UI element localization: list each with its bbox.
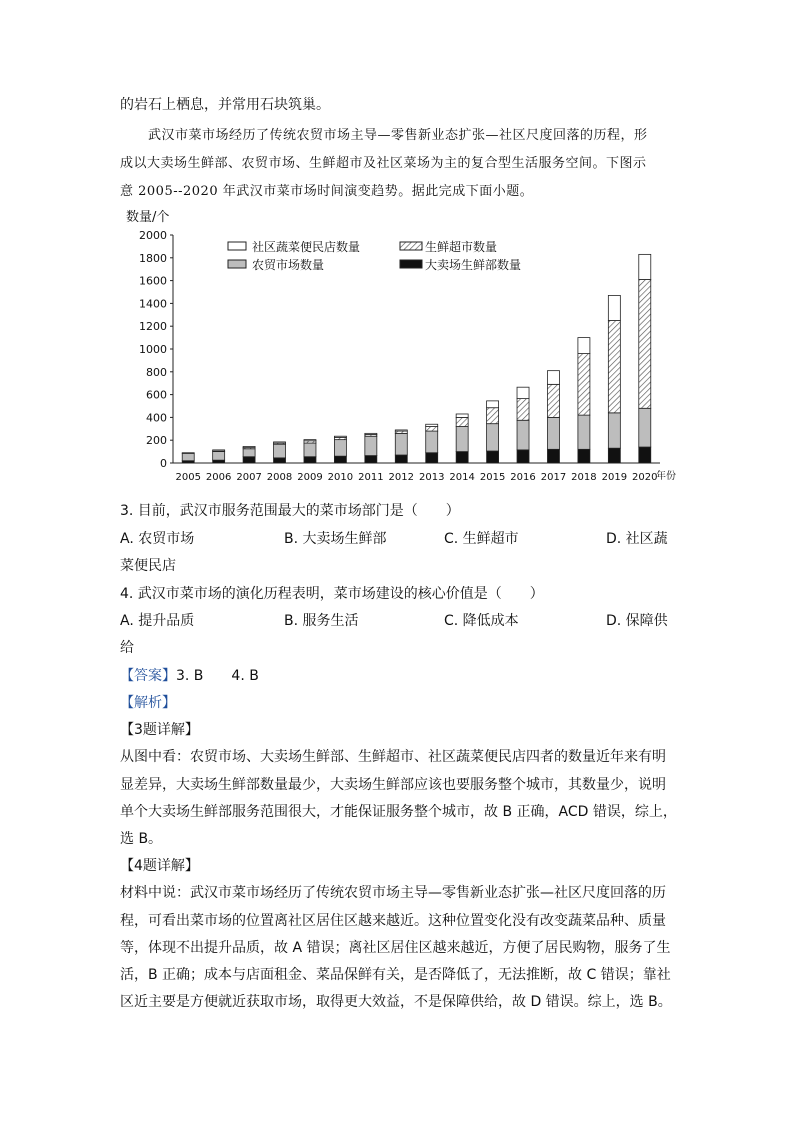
bar-hypermarket-2006 <box>213 460 225 463</box>
legend-label-supermarket: 生鲜超市数量 <box>425 240 498 254</box>
y-tick-label: 800 <box>146 365 167 379</box>
x-axis-label: 年份 <box>656 471 676 482</box>
passage-line-0: 的岩石上栖息，并常用石块筑巢。 <box>120 97 330 113</box>
x-tick-label-2012: 2012 <box>388 472 415 483</box>
legend-swatch-community <box>228 242 246 250</box>
bar-farmers-2006 <box>213 452 225 461</box>
bar-supermarket-2013 <box>426 427 438 432</box>
bar-hypermarket-2019 <box>608 448 620 463</box>
q3-detail-line-0: 从图中看：农贸市场、大卖场生鲜部、生鲜超市、社区蔬菜便民店四者的数量近年来有明 <box>120 749 666 765</box>
bar-community-2013 <box>426 424 438 426</box>
bar-hypermarket-2017 <box>547 449 559 463</box>
y-tick-label: 600 <box>146 388 167 402</box>
analysis-label: 【解析】 <box>120 695 176 711</box>
x-tick-label-2017: 2017 <box>540 472 567 483</box>
bar-farmers-2020 <box>639 408 651 447</box>
x-tick-label-2009: 2009 <box>297 472 323 483</box>
q3-option-a: A. 农贸市场 <box>120 531 195 547</box>
answer-row <box>120 665 259 685</box>
x-tick-label-2013: 2013 <box>418 472 445 483</box>
y-tick-label: 0 <box>160 457 167 470</box>
bar-hypermarket-2020 <box>639 447 651 463</box>
q4-detail-line-4: 区近主要是方便就近获取市场，取得更大效益，不是保障供给，故 D 错误。综上，选 B。 <box>120 994 672 1010</box>
bar-supermarket-2017 <box>547 384 559 417</box>
bar-community-2012 <box>395 430 407 431</box>
bar-hypermarket-2011 <box>365 456 377 463</box>
bar-farmers-2016 <box>517 420 529 450</box>
q4-detail-line-2: 等，体现不出提升品质，故 A 错误；离社区居住区越来越近，方便了居民购物，服务了生 <box>120 940 671 956</box>
q3-detail-line-3: 选 B。 <box>120 831 163 847</box>
x-tick-label-2018: 2018 <box>571 472 597 483</box>
bar-hypermarket-2018 <box>578 449 590 463</box>
bar-supermarket-2016 <box>517 399 529 421</box>
y-tick-label: 2000 <box>139 229 167 242</box>
bar-farmers-2019 <box>608 413 620 448</box>
y-tick-label: 400 <box>146 411 167 425</box>
legend-label-farmers: 农贸市场数量 <box>252 258 325 272</box>
q3-detail-line-1: 显差异，大卖场生鲜部数量最少，大卖场生鲜部应该也要服务整个城市，其数量少，说明 <box>120 777 666 793</box>
bar-farmers-2013 <box>426 431 438 453</box>
x-tick-label-2016: 2016 <box>510 472 536 483</box>
bar-hypermarket-2016 <box>517 450 529 463</box>
bar-community-2014 <box>456 414 468 417</box>
bar-supermarket-2015 <box>487 408 499 424</box>
chart-legend <box>228 239 521 272</box>
bar-community-2015 <box>487 401 499 408</box>
bar-hypermarket-2010 <box>334 456 346 463</box>
q4-option-d-cont: 给 <box>120 640 134 656</box>
bar-hypermarket-2007 <box>243 457 255 463</box>
bar-community-2005 <box>182 453 194 454</box>
x-tick-label-2006: 2006 <box>205 472 232 483</box>
q4-detail-line-3: 活，B 正确；成本与店面租金、菜品保鲜有关，是否降低了，无法推断，故 C 错误；靠社 <box>120 967 671 983</box>
bar-community-2008 <box>274 442 286 443</box>
q3-detail-line-2: 单个大卖场生鲜部服务范围很大，才能保证服务整个城市，故 B 正确，ACD 错误，综上， <box>120 804 677 820</box>
bar-community-2010 <box>334 436 346 437</box>
bar-community-2018 <box>578 338 590 354</box>
bar-farmers-2018 <box>578 415 590 449</box>
passage-line-1: 武汉市菜市场经历了传统农贸市场主导—零售新业态扩张—社区尺度回落的历程，形 <box>148 128 648 143</box>
passage-line-3: 意 2005--2020 年武汉市菜市场时间演变趋势。据此完成下面小题。 <box>120 184 534 199</box>
q4-detail-heading: 【4题详解】 <box>120 858 199 874</box>
bar-community-2009 <box>304 440 316 441</box>
bar-community-2019 <box>608 295 620 320</box>
bar-hypermarket-2009 <box>304 457 316 463</box>
q4-stem: 4. 武汉市菜市场的演化历程表明，菜市场建设的核心价值是（ ） <box>120 586 544 602</box>
bar-community-2011 <box>365 433 377 434</box>
x-tick-label-2010: 2010 <box>327 472 354 483</box>
bar-farmers-2011 <box>365 436 377 455</box>
bar-farmers-2014 <box>456 427 468 452</box>
y-tick-label: 1000 <box>139 343 167 356</box>
bar-farmers-2010 <box>334 440 346 457</box>
q4-detail-line-1: 程，可看出菜市场的位置离社区居住区越来越近。这种位置变化没有改变蔬菜品种、质量 <box>120 913 666 929</box>
x-tick-label-2014: 2014 <box>449 472 475 483</box>
q4-detail-line-0: 材料中说：武汉市菜市场经历了传统农贸市场主导—零售新业态扩张—社区尺度回落的历 <box>120 885 666 901</box>
y-tick-label: 200 <box>146 434 167 448</box>
bar-hypermarket-2012 <box>395 455 407 463</box>
legend-label-community: 社区蔬菜便民店数量 <box>252 240 361 254</box>
bar-farmers-2015 <box>487 424 499 451</box>
bar-hypermarket-2013 <box>426 453 438 463</box>
q3-option-b: B. 大卖场生鲜部 <box>284 531 387 547</box>
x-tick-label-2019: 2019 <box>601 472 628 483</box>
legend-swatch-supermarket <box>400 242 422 250</box>
bar-farmers-2009 <box>304 443 316 457</box>
bar-farmers-2017 <box>547 417 559 449</box>
bar-community-2016 <box>517 387 529 398</box>
bar-farmers-2005 <box>182 453 194 460</box>
q4-option-b: B. 服务生活 <box>284 613 359 629</box>
bar-supermarket-2014 <box>456 417 468 426</box>
bar-community-2017 <box>547 371 559 385</box>
bar-farmers-2007 <box>243 449 255 457</box>
bar-supermarket-2018 <box>578 354 590 416</box>
bar-hypermarket-2008 <box>274 458 286 463</box>
q3-option-c: C. 生鲜超市 <box>444 531 519 547</box>
bar-community-2007 <box>243 446 255 447</box>
bar-farmers-2012 <box>395 433 407 455</box>
bar-community-2006 <box>213 450 225 451</box>
x-tick-label-2015: 2015 <box>479 472 506 483</box>
market-trend-chart <box>120 205 680 485</box>
q4-option-d: D. 保障供 <box>606 613 668 629</box>
q3-detail-heading: 【3题详解】 <box>120 722 199 738</box>
q3-option-d-cont: 菜便民店 <box>120 558 176 574</box>
q3-option-d: D. 社区蔬 <box>606 531 668 547</box>
answer-label: 【答案】 <box>120 668 176 684</box>
x-tick-label-2007: 2007 <box>236 472 262 483</box>
y-tick-label: 1200 <box>139 320 167 334</box>
x-tick-label-2008: 2008 <box>266 472 293 483</box>
passage-line-2: 成以大卖场生鲜部、农贸市场、生鲜超市及社区菜场为主的复合型生活服务空间。下图示 <box>120 156 647 171</box>
bar-farmers-2008 <box>274 444 286 458</box>
bar-supermarket-2020 <box>639 279 651 408</box>
bar-supermarket-2019 <box>608 321 620 413</box>
x-tick-label-2011: 2011 <box>358 472 384 483</box>
x-tick-label-2005: 2005 <box>175 472 201 483</box>
bar-hypermarket-2015 <box>487 451 499 463</box>
legend-swatch-farmers <box>228 260 246 268</box>
y-axis-label: 数量/个 <box>126 210 170 225</box>
y-tick-label: 1600 <box>139 274 167 288</box>
q4-option-c: C. 降低成本 <box>444 613 519 629</box>
legend-swatch-hypermarket <box>400 260 422 268</box>
q3-stem: 3. 目前，武汉市服务范围最大的菜市场部门是（ ） <box>120 503 460 519</box>
q4-option-a: A. 提升品质 <box>120 613 195 629</box>
legend-label-hypermarket: 大卖场生鲜部数量 <box>425 258 522 272</box>
y-tick-label: 1800 <box>139 251 167 265</box>
bar-community-2020 <box>639 254 651 279</box>
answer-text: 3. B 4. B <box>176 668 259 684</box>
y-tick-label: 1400 <box>139 297 167 311</box>
bar-hypermarket-2014 <box>456 452 468 463</box>
x-tick-label-2020: 2020 <box>632 472 658 483</box>
